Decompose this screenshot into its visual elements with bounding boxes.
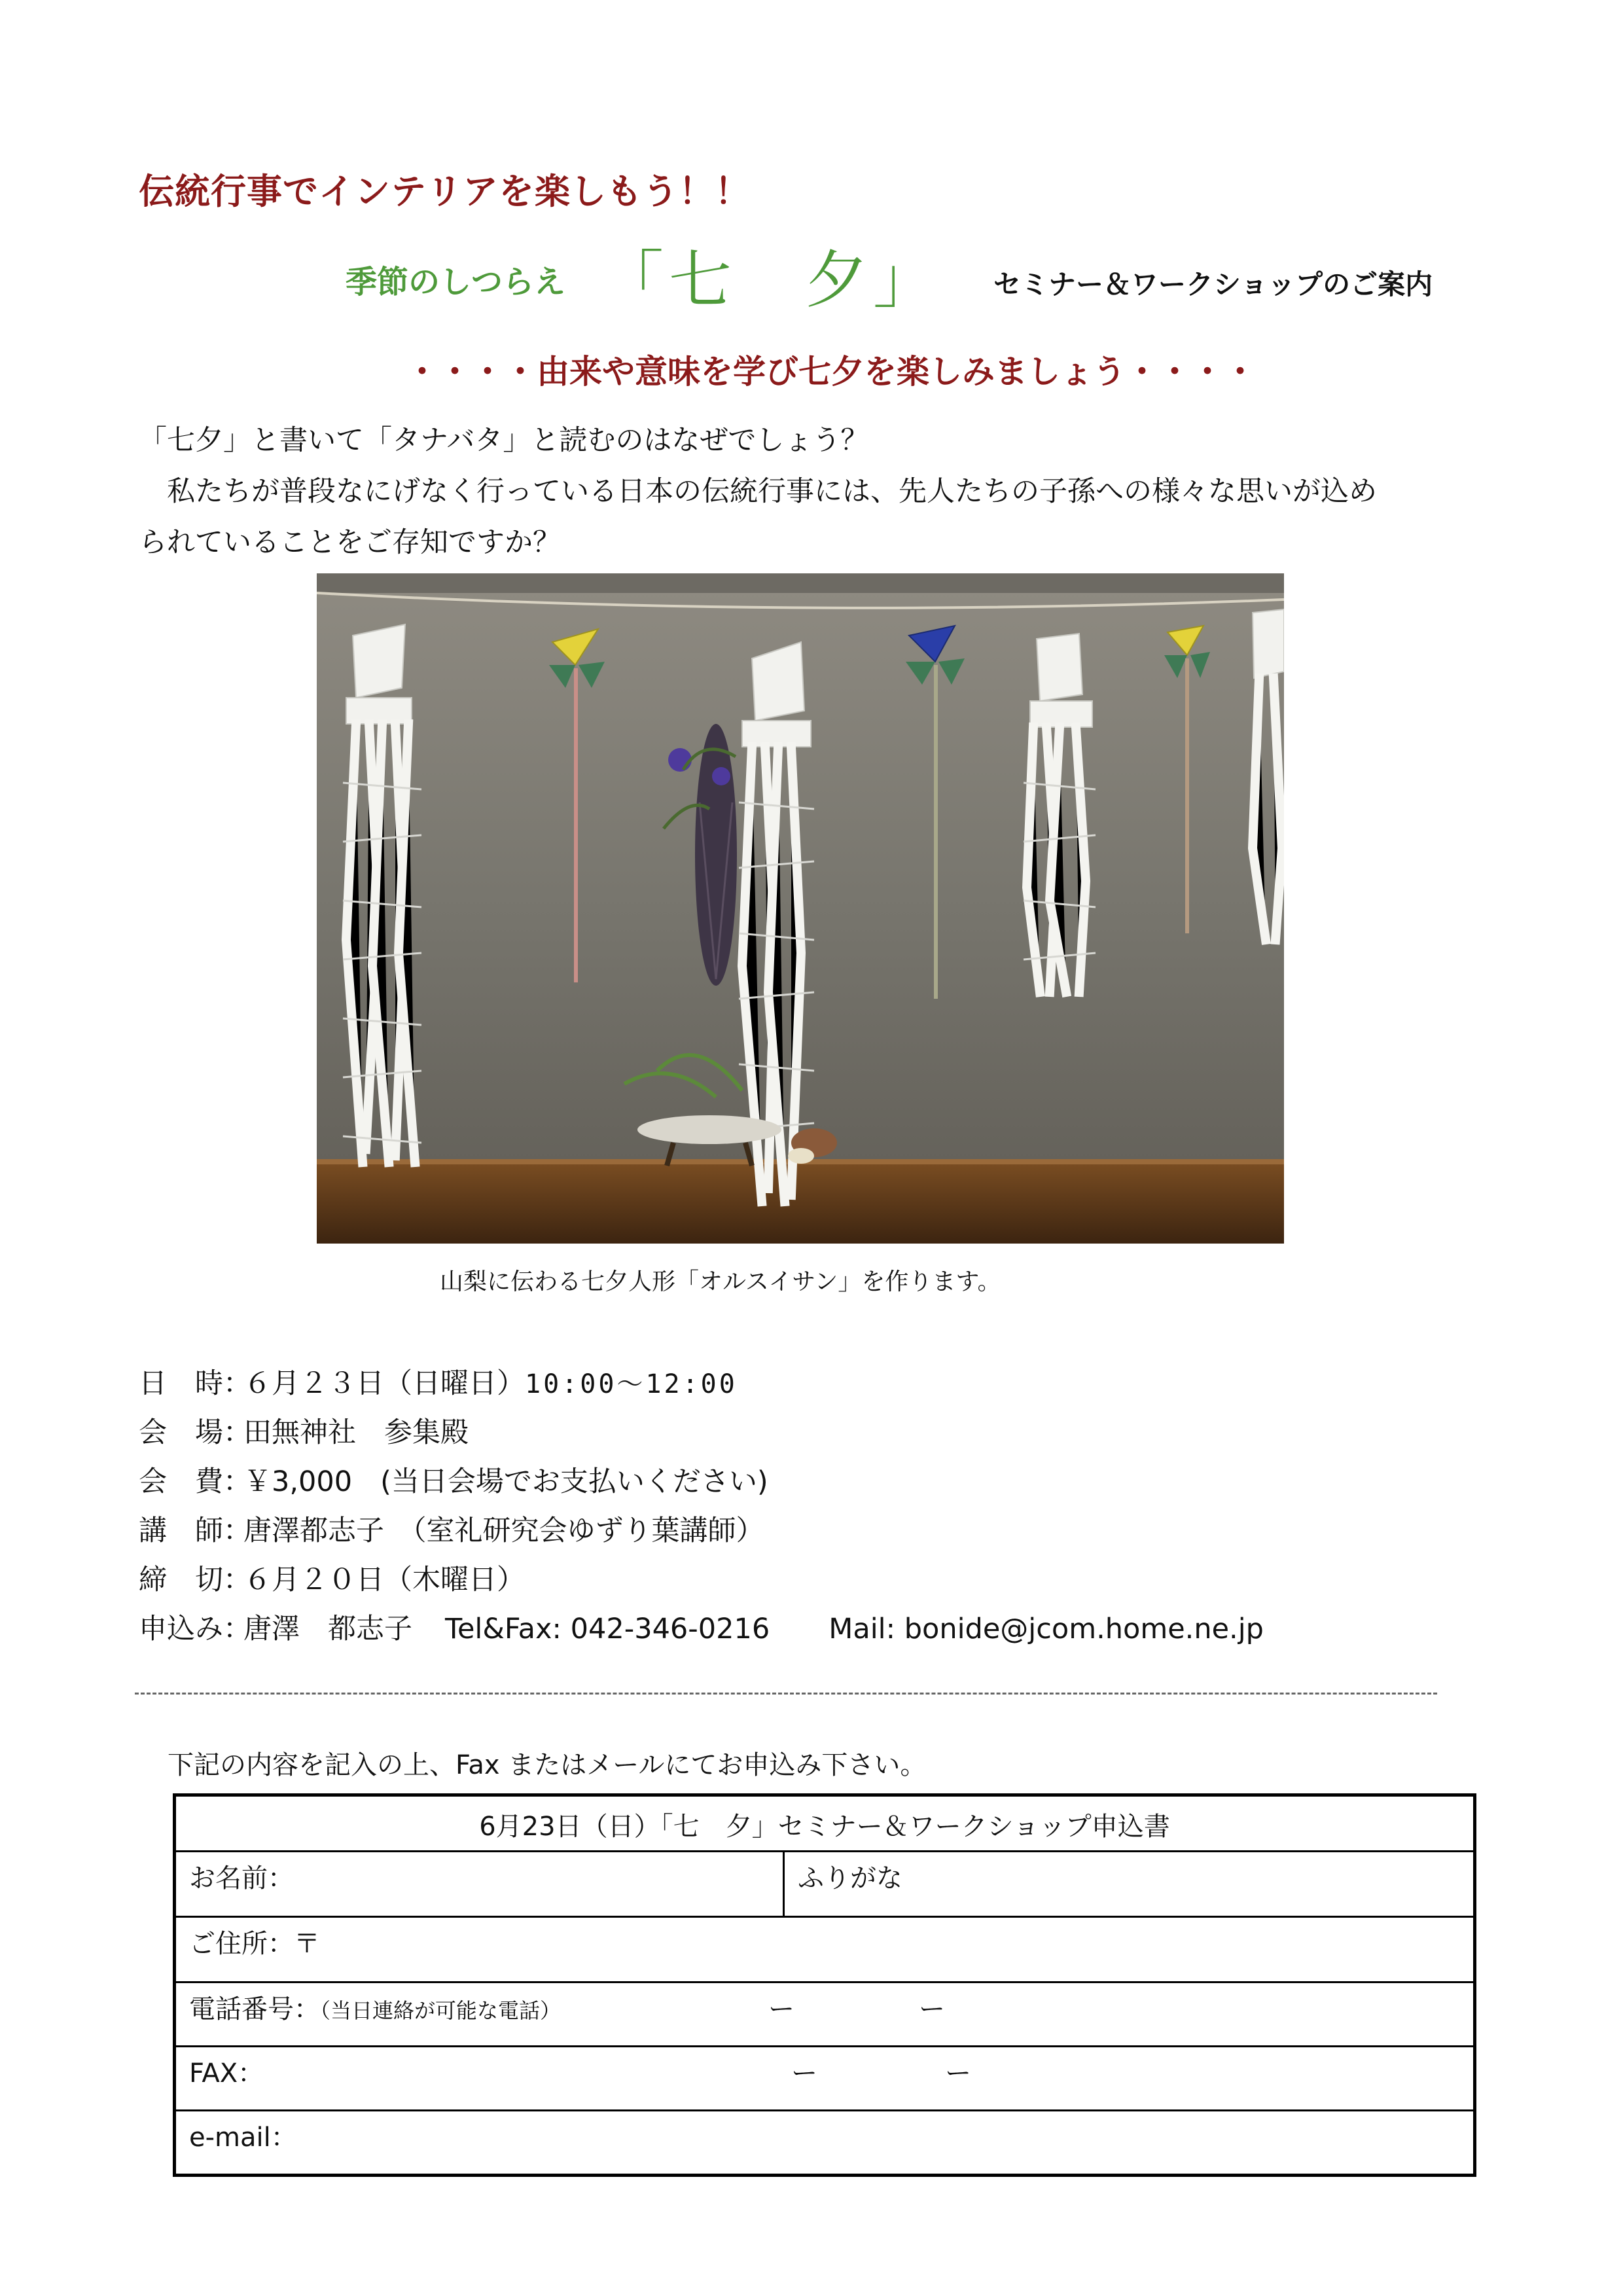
seasonal-decor-title: 季節のしつらえ (346, 264, 566, 300)
fax-dash-1: ー (791, 2058, 817, 2089)
fax-field[interactable] (176, 2047, 1473, 2109)
fee-value: ￥3,000 (当日会場でお支払いください) (243, 1465, 768, 1498)
form-address-row (176, 1916, 1473, 1981)
phone-dash-1: ー (768, 1994, 794, 2024)
form-fax-row (176, 2045, 1473, 2109)
detail-datetime (139, 1361, 738, 1401)
furigana-field[interactable] (785, 1852, 1473, 1916)
lecturer-value: 唐澤都志子 （室礼研究会ゆずり葉講師） (243, 1515, 764, 1547)
photo-caption: 山梨に伝わる七夕人形「オルスイサン」を作ります。 (440, 1268, 1001, 1295)
address-field[interactable] (176, 1918, 1473, 1981)
application-form (173, 1793, 1476, 2177)
phone-label: 電話番号： (189, 1994, 320, 2024)
form-title-row (176, 1797, 1473, 1850)
apply-name: 唐澤 都志子 (243, 1613, 412, 1645)
phone-note: （当日連絡が可能な電話） (320, 1998, 562, 2023)
detail-apply (139, 1607, 1264, 1647)
form-name-row (176, 1850, 1473, 1916)
datetime-date: ６月２３日（日曜日） (243, 1367, 525, 1400)
tanabata-title: 「七 夕」 (601, 243, 941, 317)
tagline: ・・・・由来や意味を学び七夕を楽しみましょう・・・・ (406, 352, 1257, 391)
phone-dash-2: ー (919, 1994, 945, 2024)
phone-field[interactable] (176, 1983, 1473, 2045)
intro-line-1: 「七夕」と書いて「タナバタ」と読むのはなぜでしょう？ (139, 424, 869, 457)
deadline-value: ６月２０日（木曜日） (243, 1564, 525, 1596)
email-label: e-mail： (189, 2123, 297, 2153)
apply-mail[interactable]: Mail: bonide@jcom.home.ne.jp (829, 1613, 1264, 1645)
form-phone-row (176, 1981, 1473, 2045)
deadline-label: 締 切： (139, 1564, 251, 1596)
fee-label: 会 費： (139, 1465, 251, 1498)
detail-fee (139, 1460, 768, 1499)
name-label: お名前： (189, 1863, 294, 1893)
fax-label: FAX： (189, 2058, 264, 2089)
detail-lecturer (139, 1509, 764, 1549)
apply-tel: Tel&Fax: 042-346-0216 (445, 1613, 770, 1645)
datetime-time: 10:00～12:00 (525, 1369, 738, 1399)
intro-line-3: られていることをご存知ですか？ (139, 526, 561, 559)
venue-value: 田無神社 参集殿 (243, 1416, 469, 1449)
detail-venue (139, 1410, 469, 1450)
email-field[interactable] (176, 2111, 1473, 2174)
name-field[interactable] (176, 1852, 785, 1916)
datetime-label: 日 時： (139, 1367, 251, 1400)
furigana-label: ふりがな (798, 1863, 902, 1893)
form-title: 6月23日（日）「七 夕」セミナー＆ワークショップ申込書 (479, 1812, 1170, 1842)
headline: 伝統行事でインテリアを楽しもう！！ (139, 170, 751, 212)
address-label: ご住所：〒 (189, 1929, 320, 1959)
form-instruction: 下記の内容を記入の上、Fax またはメールにてお申込み下さい。 (168, 1750, 927, 1780)
detail-deadline (139, 1558, 525, 1598)
intro-line-2: 私たちが普段なにげなく行っている日本の伝統行事には、先人たちの子孫への様々な思いが込め (139, 475, 1377, 508)
tanabata-dolls-photo (317, 573, 1284, 1244)
cut-line-divider (135, 1693, 1437, 1695)
fax-dash-2: ー (945, 2058, 971, 2089)
seminar-guide-title: セミナー＆ワークショップのご案内 (993, 268, 1433, 300)
apply-label: 申込み： (139, 1613, 251, 1645)
lecturer-label: 講 師： (139, 1515, 251, 1547)
venue-label: 会 場： (139, 1416, 251, 1449)
form-email-row (176, 2109, 1473, 2174)
